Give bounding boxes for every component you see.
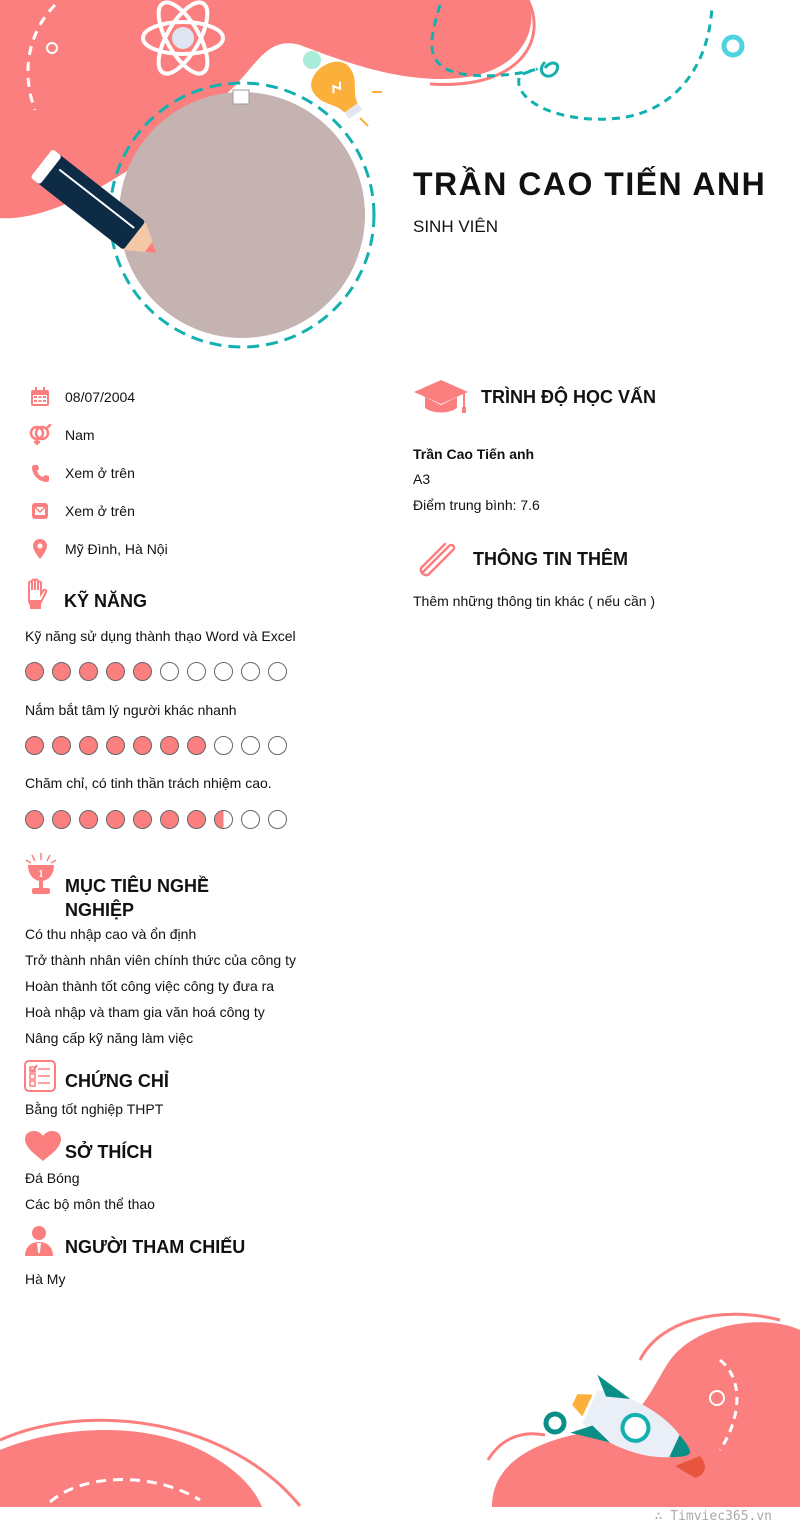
rating-dot <box>133 662 152 681</box>
contact-row-phone <box>28 461 135 485</box>
objective-title <box>65 874 209 922</box>
paperclip-icon <box>415 538 459 583</box>
location-icon <box>28 537 52 561</box>
birthday-text: 08/07/2004 <box>65 389 136 405</box>
education-gpa: Điểm trung bình: 7.6 <box>413 497 540 513</box>
hobby-item: Các bộ môn thể thao <box>25 1196 155 1212</box>
reference-item: Hà My <box>25 1271 66 1287</box>
rating-dot <box>25 662 44 681</box>
skill-rating <box>25 736 287 755</box>
candidate-position: SINH VIÊN <box>413 217 499 236</box>
education-major: A3 <box>413 471 431 487</box>
gender-icon <box>28 423 52 447</box>
rating-dot <box>133 736 152 755</box>
rating-dot <box>79 736 98 755</box>
references-title: NGƯỜI THAM CHIẾU <box>65 1237 246 1257</box>
rating-dot <box>187 810 206 829</box>
hobby-item: Đá Bóng <box>25 1170 80 1186</box>
contact-row-email <box>28 499 135 523</box>
education-school: Trần Cao Tiến anh <box>413 446 535 462</box>
candidate-name: TRẦN CAO TIẾN ANH <box>413 166 767 202</box>
objective-item: Hoà nhập và tham gia văn hoá công ty <box>25 1004 265 1020</box>
objective-item: Có thu nhập cao và ổn định <box>25 926 197 942</box>
skill-rating <box>25 810 287 829</box>
email-text: Xem ở trên <box>65 503 135 519</box>
avatar <box>119 92 365 338</box>
objective-item: Trở thành nhân viên chính thức của công ty <box>25 952 296 968</box>
rating-dot <box>268 810 287 829</box>
checklist-icon <box>24 1060 56 1097</box>
email-icon <box>28 499 52 523</box>
objective-item: Hoàn thành tốt công việc công ty đưa ra <box>25 978 275 994</box>
teal-ring-bottom <box>546 1414 564 1432</box>
person-icon <box>24 1225 54 1262</box>
gender-text: Nam <box>65 427 95 443</box>
contact-row-gender <box>28 423 95 447</box>
rating-dot <box>52 736 71 755</box>
phone-text: Xem ở trên <box>65 465 135 481</box>
rating-dot <box>160 736 179 755</box>
teal-ring <box>724 37 742 55</box>
rating-dot <box>214 810 233 829</box>
hand-icon <box>24 578 50 615</box>
certificate-item: Bằng tốt nghiệp THPT <box>25 1101 164 1117</box>
rating-dot <box>79 810 98 829</box>
rating-dot <box>25 810 44 829</box>
rating-dot <box>160 662 179 681</box>
pink-blob-bottom-left <box>0 1430 262 1507</box>
contact-row-birthday <box>28 385 135 409</box>
rating-dot <box>52 662 71 681</box>
additional-title: THÔNG TIN THÊM <box>473 549 628 569</box>
rating-dot <box>187 736 206 755</box>
skill-label: Kỹ năng sử dụng thành thạo Word và Excel <box>25 628 296 644</box>
contact-row-address <box>28 537 168 561</box>
rating-dot <box>25 736 44 755</box>
objective-item: Nâng cấp kỹ năng làm việc <box>25 1030 194 1046</box>
heart-icon <box>24 1130 62 1167</box>
phone-icon <box>28 461 52 485</box>
skills-heading <box>24 578 147 615</box>
education-title: TRÌNH ĐỘ HỌC VẤN <box>481 387 656 407</box>
rating-dot <box>214 736 233 755</box>
objective-title-line2: NGHIỆP <box>65 900 135 920</box>
rating-dot <box>268 736 287 755</box>
hobbies-title: SỞ THÍCH <box>65 1142 153 1162</box>
svg-text:1: 1 <box>38 869 44 880</box>
footer-brand <box>655 1509 772 1524</box>
footer-decoration <box>0 1290 800 1533</box>
skills-title: KỸ NĂNG <box>64 591 148 611</box>
additional-text: Thêm những thông tin khác ( nếu cần ) <box>413 593 656 609</box>
rating-dot <box>106 662 125 681</box>
graduation-cap-icon <box>413 378 469 421</box>
objective-title-line1: MỤC TIÊU NGHỀ <box>65 876 209 896</box>
rating-dot <box>187 662 206 681</box>
brand-icon: ∴ <box>654 1509 671 1524</box>
rating-dot <box>268 662 287 681</box>
rating-dot <box>241 736 260 755</box>
rating-dot <box>79 662 98 681</box>
certificates-title: CHỨNG CHỈ <box>65 1071 169 1091</box>
skill-rating <box>25 662 287 681</box>
rating-dot <box>214 662 233 681</box>
rating-dot <box>241 662 260 681</box>
calendar-icon <box>28 385 52 409</box>
skill-label: Chăm chỉ, có tinh thần trách nhiệm cao. <box>25 775 272 791</box>
rating-dot <box>106 810 125 829</box>
address-text: Mỹ Đình, Hà Nội <box>65 541 168 557</box>
rating-dot <box>52 810 71 829</box>
rating-dot <box>160 810 179 829</box>
rating-dot <box>241 810 260 829</box>
rating-dot <box>106 736 125 755</box>
rating-dot <box>133 810 152 829</box>
brand-text: Timviec365.vn <box>670 1509 772 1524</box>
trophy-icon <box>24 853 58 902</box>
skill-label: Nắm bắt tâm lý người khác nhanh <box>25 702 237 718</box>
